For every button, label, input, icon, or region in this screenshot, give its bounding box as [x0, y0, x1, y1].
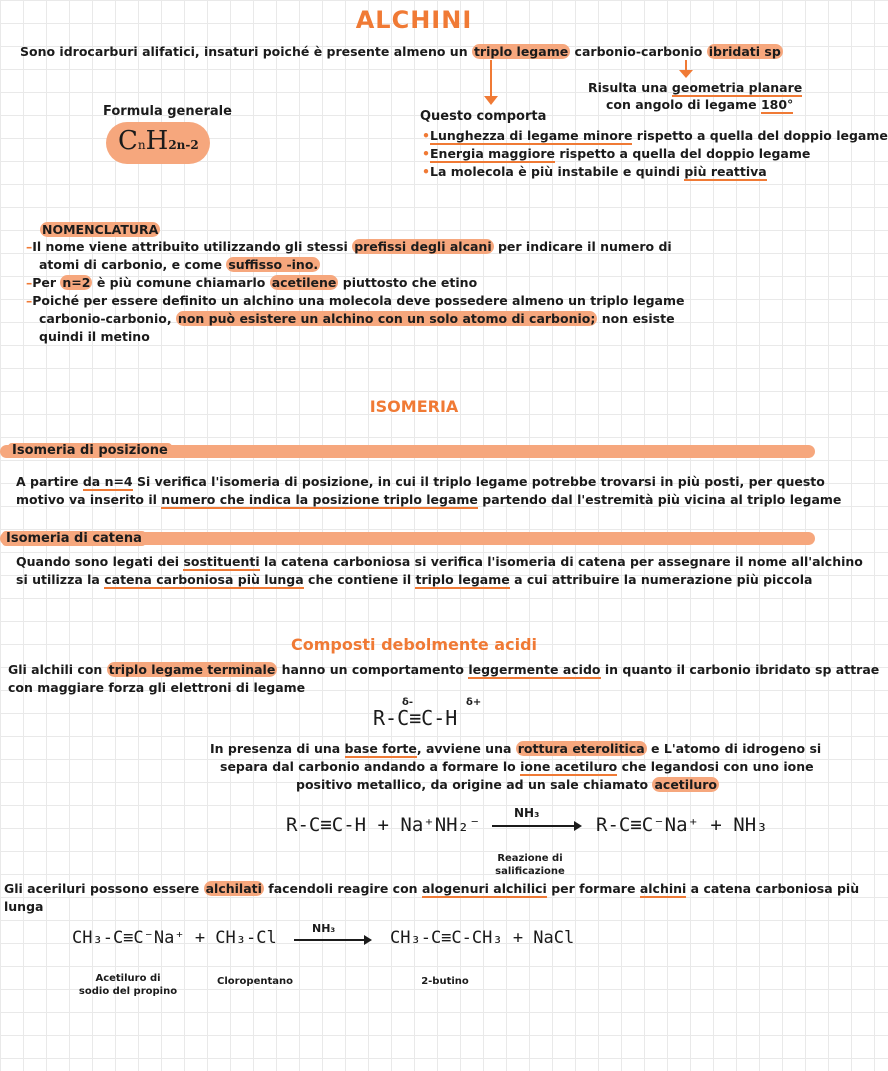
acidi-heading: Composti debolmente acidi	[291, 635, 537, 654]
consequence-item: •Energia maggiore rispetto a quella del doppio legame	[422, 146, 811, 161]
acidi-line-2: con maggiare forza gli elettroni di legame	[8, 680, 306, 695]
alchilazione-line-2: lunga	[4, 899, 44, 914]
delta-plus: δ+	[466, 697, 482, 708]
posizione-line-1: A partire da n=4 Si verifica l'isomeria di posizione, in cui il triplo legame potrebbe trovarsi in più posti, per questo	[16, 474, 825, 489]
nomenclatura-p3b: carbonio-carbonio, non può esistere un alchino con un solo atomo di carbonio; non esiste	[39, 311, 675, 326]
acid-formula: R-C≡C-H	[373, 706, 458, 730]
reaction-reagents: R-C≡C-H + Na⁺NH₂⁻	[286, 814, 481, 836]
general-formula: CnH2n-2	[118, 126, 199, 156]
geometry-line-1: Risulta una geometria planare	[588, 80, 803, 95]
arrow-down-icon	[490, 60, 492, 98]
label-cloropentano: Cloropentano	[216, 976, 293, 987]
nomenclatura-p2: –Per n=2 è più comune chiamarlo acetilene piuttosto che etino	[26, 275, 478, 290]
reaction-label: Reazione di salificazione	[495, 853, 565, 877]
consequences-heading: Questo comporta	[420, 109, 547, 124]
reaction-condition: NH₃	[514, 806, 540, 820]
arrow-head-icon	[574, 821, 582, 831]
delta-minus: δ-	[402, 697, 414, 708]
consequence-item: •Lunghezza di legame minore rispetto a quella del doppio legame	[422, 128, 888, 143]
nomenclatura-p1: –Il nome viene attribuito utilizzando gli stessi prefissi degli alcani per indicare il numero di	[26, 239, 672, 254]
reaction2-condition: NH₃	[312, 922, 336, 935]
label-2-butino: 2-butino	[421, 976, 469, 987]
reaction-arrow-icon	[492, 825, 576, 827]
paragraph-line-2: separa dal carbonio andando a formare lo ione acetiluro che legandosi con uno ione	[220, 759, 814, 774]
arrow-head-icon	[484, 96, 498, 105]
nomenclatura-p3c: quindi il metino	[39, 329, 150, 344]
paragraph-line-1: In presenza di una base forte, avviene una rottura eterolitica e L'atomo di idrogeno si	[210, 741, 822, 756]
posizione-line-2: motivo va inserito il numero che indica la posizione triplo legame partendo dal l'estremità più vicina al triplo legame	[16, 492, 842, 507]
reaction-arrow-icon	[294, 939, 366, 941]
nomenclatura-heading: NOMENCLATURA	[42, 222, 159, 237]
arrow-head-icon	[679, 70, 693, 78]
acidi-line-1: Gli alchili con triplo legame terminale hanno un comportamento leggermente acido in quanto il carbonio ibridato sp attrae	[8, 662, 880, 677]
catena-line-1: Quando sono legati dei sostituenti la catena carboniosa si verifica l'isomeria di catena per assegnare il nome all'alchino	[16, 554, 863, 569]
intro-text: Sono idrocarburi alifatici, insaturi poiché è presente almeno un triplo legame carbonio-carbonio ibridati sp	[20, 44, 781, 59]
nomenclatura-p1b: atomi di carbonio, e come suffisso -ino.	[39, 257, 319, 272]
consequence-item: •La molecola è più instabile e quindi più reattiva	[422, 164, 767, 179]
page-title: ALCHINI	[355, 6, 473, 34]
label-acetiluro: Acetiluro di sodio del propino	[78, 973, 178, 997]
reaction2-products: CH₃-C≡C-CH₃ + NaCl	[390, 928, 575, 948]
formula-label: Formula generale	[103, 104, 232, 119]
geometry-line-2: con angolo di legame 180°	[606, 97, 794, 112]
arrow-head-icon	[364, 935, 372, 945]
reaction2-reagents: CH₃-C≡C⁻Na⁺ + CH₃-Cl	[72, 928, 277, 948]
isomeria-heading: ISOMERIA	[369, 397, 459, 416]
isomeria-posizione-label: Isomeria di posizione	[8, 441, 172, 460]
catena-line-2: si utilizza la catena carboniosa più lunga che contiene il triplo legame a cui attribuire la numerazione più piccola	[16, 572, 813, 587]
nomenclatura-p3: –Poiché per essere definito un alchino una molecola deve possedere almeno un triplo legame	[26, 293, 685, 308]
paragraph-line-3: positivo metallico, da origine ad un sale chiamato acetiluro	[296, 777, 718, 792]
reaction-products: R-C≡C⁻Na⁺ + NH₃	[596, 814, 768, 836]
isomeria-catena-label: Isomeria di catena	[2, 529, 146, 548]
alchilazione-line-1: Gli aceriluri possono essere alchilati facendoli reagire con alogenuri alchilici per formare alchini a catena carboniosa più	[4, 881, 860, 896]
